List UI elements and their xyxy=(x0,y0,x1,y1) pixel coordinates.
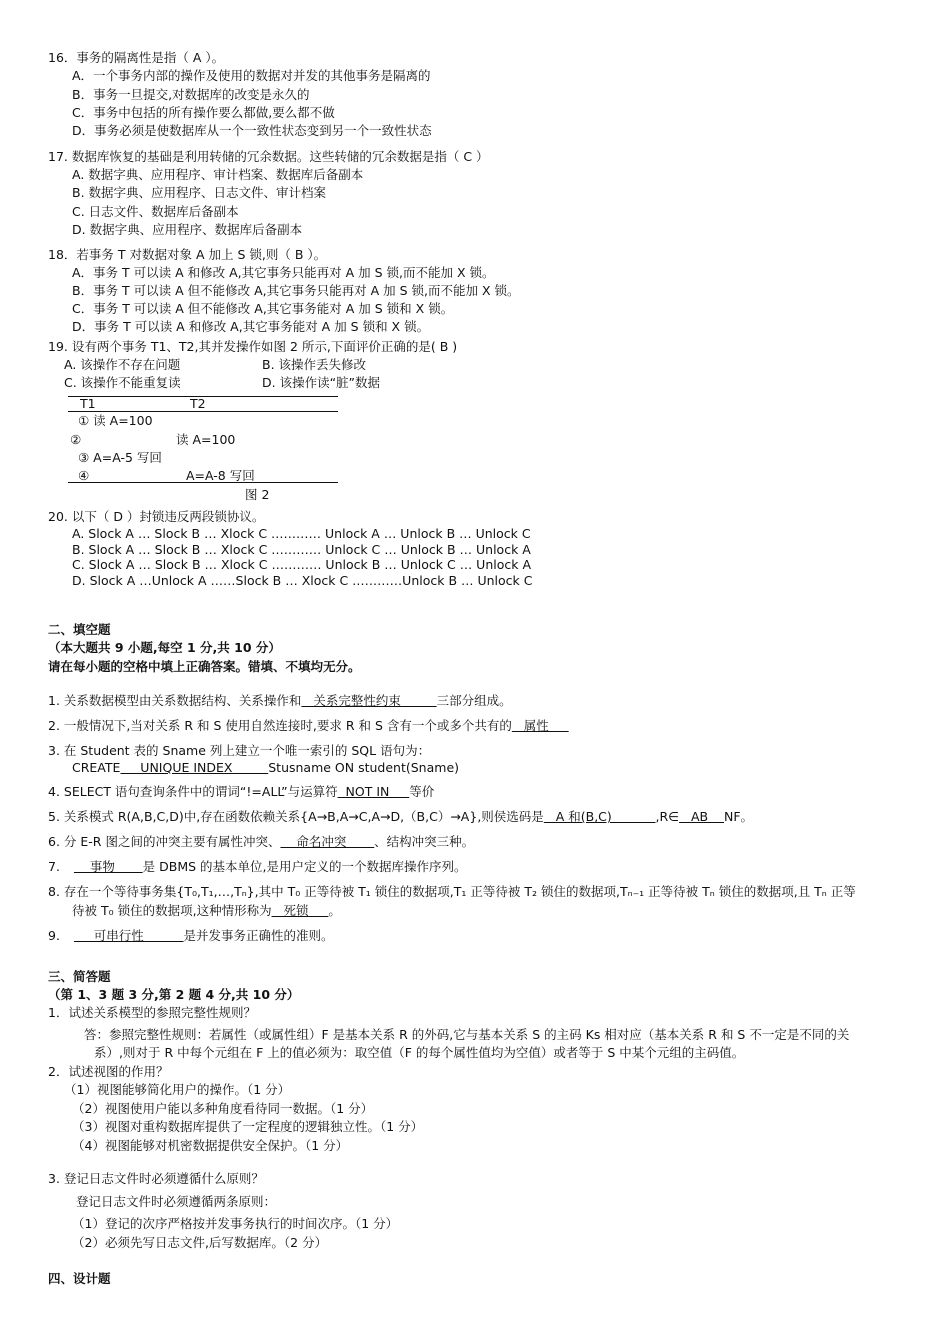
q19-option-c: C. 该操作不能重复读 xyxy=(64,375,181,390)
short-2-point-2: （2）视图使用户能以多种角度看待同一数据。（1 分） xyxy=(72,1101,374,1116)
q16-option-b: B．事务一旦提交,对数据库的改变是永久的 xyxy=(72,87,310,102)
short-1-answer-line1: 答：参照完整性规则：若属性（或属性组）F 是基本关系 R 的外码,它与基本关系 S 的主码 Ks 相对应（基本关系 R 和 S 不一定是不同的关 xyxy=(84,1027,850,1042)
fill-2-text: 2. 一般情况下,当对关系 R 和 S 使用自然连接时,要求 R 和 S 含有一个或多个共有的 xyxy=(48,718,512,733)
short-3-point-2: （2）必须先写日志文件,后写数据库。（2 分） xyxy=(72,1235,328,1250)
q17-stem: 17. 数据库恢复的基础是利用转储的冗余数据。这些转储的冗余数据是指（ C ） xyxy=(48,149,489,164)
fill-4-tail: 等价 xyxy=(409,784,435,799)
fill-8-answer: 死锁 xyxy=(271,903,329,918)
fill-2-answer: 属性 xyxy=(511,718,569,733)
fill-9-tail: 是并发事务正确性的准则。 xyxy=(183,928,334,943)
short-2-point-3: （3）视图对重构数据库提供了一定程度的逻辑独立性。（1 分） xyxy=(72,1119,424,1134)
figure-col-t1: T1 xyxy=(80,396,96,411)
fill-8-text2: 待被 T₀ 锁住的数据项,这种情形称为 xyxy=(72,903,272,918)
fill-9-num: 9. xyxy=(48,928,60,943)
section-3-note: （第 1、3 题 3 分,第 2 题 4 分,共 10 分） xyxy=(48,987,300,1002)
q19-stem: 19. 设有两个事务 T1、T2,其并发操作如图 2 所示,下面评价正确的是( B ) xyxy=(48,339,458,354)
fill-7-num: 7. xyxy=(48,859,60,874)
fill-3-line2 xyxy=(72,759,459,776)
fill-3-answer: UNIQUE INDEX xyxy=(120,760,269,775)
section-4-title: 四、设计题 xyxy=(48,1271,111,1286)
figure-caption: 图 2 xyxy=(245,487,270,502)
figure-row-4-op: A=A-8 写回 xyxy=(186,468,255,483)
fill-4 xyxy=(48,783,434,800)
fill-7-answer: 事物 xyxy=(73,859,143,874)
q18-stem: 18．若事务 T 对数据对象 A 加上 S 锁,则（ B ）。 xyxy=(48,247,327,262)
q16-stem: 16．事务的隔离性是指（ A ）。 xyxy=(48,50,225,65)
fill-3-keyword: CREATE xyxy=(72,760,121,775)
short-2-question: 2．试述视图的作用？ xyxy=(48,1064,169,1079)
q20-option-b: B. Slock A … Slock B … Xlock C ………… Unlock C … Unlock B … Unlock A xyxy=(72,542,531,557)
q18-option-d: D．事务 T 可以读 A 和修改 A,其它事务能对 A 加 S 锁和 X 锁。 xyxy=(72,319,430,334)
q19-option-b: B. 该操作丢失修改 xyxy=(262,357,367,372)
q20-stem: 20. 以下（ D ）封锁违反两段锁协议。 xyxy=(48,509,265,524)
q17-option-c: C. 日志文件、数据库后备副本 xyxy=(72,204,239,219)
figure-row-3: ③ A=A-5 写回 xyxy=(78,450,162,465)
fill-5 xyxy=(48,808,753,825)
figure-bottom-rule xyxy=(68,482,338,483)
q17-option-d: D. 数据字典、应用程序、数据库后备副本 xyxy=(72,222,303,237)
q19-option-d: D. 该操作读“脏”数据 xyxy=(262,375,381,390)
fill-8-line2 xyxy=(72,902,341,919)
fill-8: 8. 存在一个等待事务集{T₀,T₁,…,Tₙ},其中 T₀ 正等待被 T₁ 锁住的数据项,T₁ 正等待被 T₂ 锁住的数据项,Tₙ₋₁ 正等待被 Tₙ 锁住的数据项,且 Tₙ 正等 xyxy=(48,884,856,899)
short-3-point-1: （1）登记的次序严格按并发事务执行的时间次序。（1 分） xyxy=(72,1216,399,1231)
short-2-point-4: （4）视图能够对机密数据提供安全保护。（1 分） xyxy=(72,1138,349,1153)
fill-6-tail: 、结构冲突三种。 xyxy=(374,834,475,849)
q16-option-a: A．一个事务内部的操作及使用的数据对并发的其他事务是隔离的 xyxy=(72,68,431,83)
short-3-question: 3. 登记日志文件时必须遵循什么原则？ xyxy=(48,1171,264,1186)
fill-1 xyxy=(48,692,512,709)
q18-option-c: C．事务 T 可以读 A 但不能修改 A,其它事务能对 A 加 S 锁和 X 锁。 xyxy=(72,301,454,316)
fill-3: 3. 在 Student 表的 Sname 列上建立一个唯一索引的 SQL 语句为： xyxy=(48,743,431,758)
figure-col-t2: T2 xyxy=(190,396,206,411)
short-3-intro: 登记日志文件时必须遵循两条原则： xyxy=(76,1194,277,1209)
q20-option-c: C. Slock A … Slock B … Xlock C ………… Unlock B … Unlock C … Unlock A xyxy=(72,557,531,572)
fill-7-tail: 是 DBMS 的基本单位,是用户定义的一个数据库操作序列。 xyxy=(142,859,467,874)
fill-5-text: 5. 关系模式 R(A,B,C,D)中,存在函数依赖关系{A→B,A→C,A→D,（B,C）→A},则侯选码是 xyxy=(48,809,544,824)
figure-row-2-num: ② xyxy=(70,432,82,447)
section-2-instruction: 请在每小题的空格中填上正确答案。错填、不填均无分。 xyxy=(48,659,361,674)
short-2-point-1: （1）视图能够简化用户的操作。（1 分） xyxy=(64,1082,291,1097)
fill-9 xyxy=(48,927,334,944)
q19-option-a: A. 该操作不存在问题 xyxy=(64,357,181,372)
fill-7 xyxy=(48,858,467,875)
section-2-title: 二、填空题 xyxy=(48,622,111,637)
q18-option-b: B．事务 T 可以读 A 但不能修改 A,其它事务只能再对 A 加 S 锁,而不能加 X 锁。 xyxy=(72,283,520,298)
fill-6-answer: 命名冲突 xyxy=(280,834,375,849)
q17-option-b: B. 数据字典、应用程序、日志文件、审计档案 xyxy=(72,185,327,200)
fill-5-answer-2: AB xyxy=(679,809,724,824)
fill-3-tail: Stusname ON student(Sname) xyxy=(268,760,460,775)
fill-1-answer: 关系完整性约束 xyxy=(301,693,437,708)
figure-row-2-op: 读 A=100 xyxy=(176,432,236,447)
fill-4-text: 4. SELECT 语句查询条件中的谓词“!=ALL”与运算符 xyxy=(48,784,338,799)
q17-option-a: A. 数据字典、应用程序、审计档案、数据库后备副本 xyxy=(72,167,364,182)
fill-1-tail: 三部分组成。 xyxy=(436,693,512,708)
section-3-title: 三、简答题 xyxy=(48,969,111,984)
q16-option-c: C．事务中包括的所有操作要么都做,要么都不做 xyxy=(72,105,335,120)
fill-5-tail: NF。 xyxy=(724,809,754,824)
q20-option-a: A. Slock A … Slock B … Xlock C ………… Unlock A … Unlock B … Unlock C xyxy=(72,526,531,541)
section-2-note: （本大题共 9 小题,每空 1 分,共 10 分） xyxy=(48,640,281,655)
q18-option-a: A．事务 T 可以读 A 和修改 A,其它事务只能再对 A 加 S 锁,而不能加 X 锁。 xyxy=(72,265,495,280)
fill-2 xyxy=(48,717,569,734)
fill-4-answer: NOT IN xyxy=(337,784,410,799)
short-1-question: 1．试述关系模型的参照完整性规则？ xyxy=(48,1005,256,1020)
fill-5-mid: ,R∈ xyxy=(655,809,680,824)
fill-1-text: 1. 关系数据模型由关系数据结构、关系操作和 xyxy=(48,693,302,708)
figure-row-1: ① 读 A=100 xyxy=(78,413,153,428)
q16-option-d: D．事务必须是使数据库从一个一致性状态变到另一个一致性状态 xyxy=(72,123,432,138)
short-1-answer-line2: 系）,则对于 R 中每个元组在 F 上的值必须为：取空值（F 的每个属性值均为空值）或者等于 S 中某个元组的主码值。 xyxy=(94,1045,745,1060)
fill-5-answer-1: A 和(B,C) xyxy=(543,809,656,824)
fill-6 xyxy=(48,833,474,850)
fill-6-text: 6. 分 E-R 图之间的冲突主要有属性冲突、 xyxy=(48,834,281,849)
q20-option-d: D. Slock A …Unlock A ……Slock B … Xlock C …………Unlock B … Unlock C xyxy=(72,573,533,588)
fill-9-answer: 可串行性 xyxy=(73,928,184,943)
figure-row-4-num: ④ xyxy=(78,468,90,483)
fill-8-tail: 。 xyxy=(328,903,341,918)
